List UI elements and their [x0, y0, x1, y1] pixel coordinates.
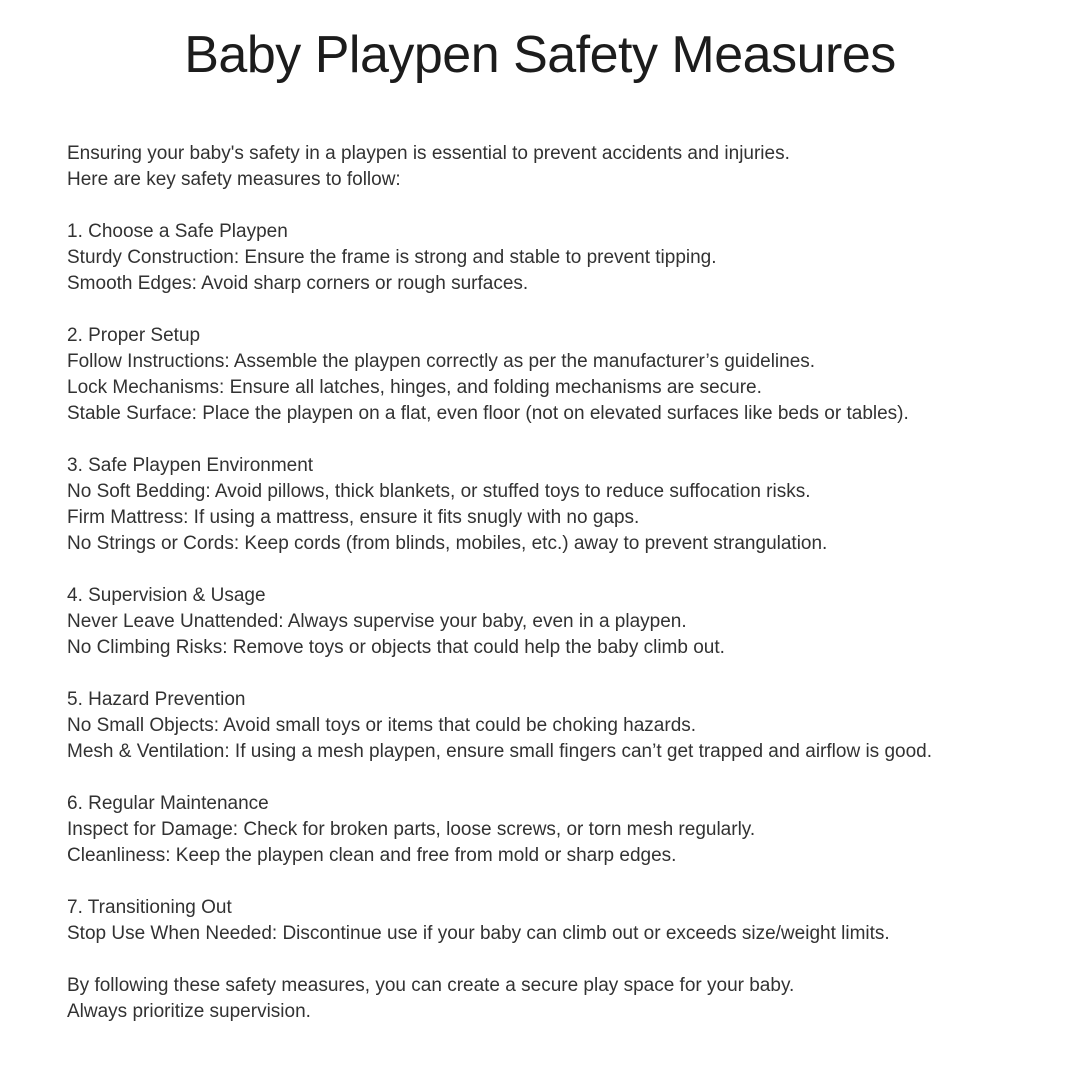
text-line: Sturdy Construction: Ensure the frame is strong and stable to prevent tipping.: [67, 247, 717, 268]
intro-paragraph: [67, 141, 1040, 193]
text-line: No Small Objects: Avoid small toys or items that could be choking hazards.: [67, 715, 697, 736]
text-line: Cleanliness: Keep the playpen clean and free from mold or sharp edges.: [67, 845, 677, 866]
section-proper-setup: [67, 323, 1040, 427]
section-heading: 2. Proper Setup: [67, 325, 201, 346]
section-heading: 3. Safe Playpen Environment: [67, 455, 314, 476]
section-heading: 4. Supervision & Usage: [67, 585, 266, 606]
section-choose-safe-playpen: [67, 219, 1040, 297]
text-line: Smooth Edges: Avoid sharp corners or rough surfaces.: [67, 273, 529, 294]
text-line: Follow Instructions: Assemble the playpen correctly as per the manufacturer’s guidelines.: [67, 351, 816, 372]
text-line: No Strings or Cords: Keep cords (from blinds, mobiles, etc.) away to prevent strangulation.: [67, 533, 828, 554]
section-heading: 6. Regular Maintenance: [67, 793, 269, 814]
text-line: No Soft Bedding: Avoid pillows, thick blankets, or stuffed toys to reduce suffocation risks.: [67, 481, 811, 502]
section-heading: 5. Hazard Prevention: [67, 689, 246, 710]
text-line: No Climbing Risks: Remove toys or objects that could help the baby climb out.: [67, 637, 725, 658]
text-line: Mesh & Ventilation: If using a mesh playpen, ensure small fingers can’t get trapped and airflow is good.: [67, 741, 932, 762]
page-title: Baby Playpen Safety Measures: [184, 26, 896, 84]
intro-line: Ensuring your baby's safety in a playpen is essential to prevent accidents and injuries.: [67, 143, 790, 164]
section-transitioning-out: [67, 895, 1040, 947]
outro-paragraph: [67, 973, 1040, 1025]
outro-line: By following these safety measures, you can create a secure play space for your baby.: [67, 975, 795, 996]
section-heading: 7. Transitioning Out: [67, 897, 232, 918]
section-regular-maintenance: [67, 791, 1040, 869]
text-line: Inspect for Damage: Check for broken parts, loose screws, or torn mesh regularly.: [67, 819, 756, 840]
section-safe-environment: [67, 453, 1040, 557]
text-line: Lock Mechanisms: Ensure all latches, hinges, and folding mechanisms are secure.: [67, 377, 762, 398]
section-heading: 1. Choose a Safe Playpen: [67, 221, 288, 242]
document-body: [67, 141, 1040, 1025]
section-supervision-usage: [67, 583, 1040, 661]
text-line: Never Leave Unattended: Always supervise your baby, even in a playpen.: [67, 611, 687, 632]
intro-line: Here are key safety measures to follow:: [67, 169, 401, 190]
text-line: Stable Surface: Place the playpen on a flat, even floor (not on elevated surfaces like beds or tables).: [67, 403, 909, 424]
text-line: Firm Mattress: If using a mattress, ensure it fits snugly with no gaps.: [67, 507, 640, 528]
outro-line: Always prioritize supervision.: [67, 1001, 311, 1022]
section-hazard-prevention: [67, 687, 1040, 765]
text-line: Stop Use When Needed: Discontinue use if your baby can climb out or exceeds size/weight limits.: [67, 923, 890, 944]
